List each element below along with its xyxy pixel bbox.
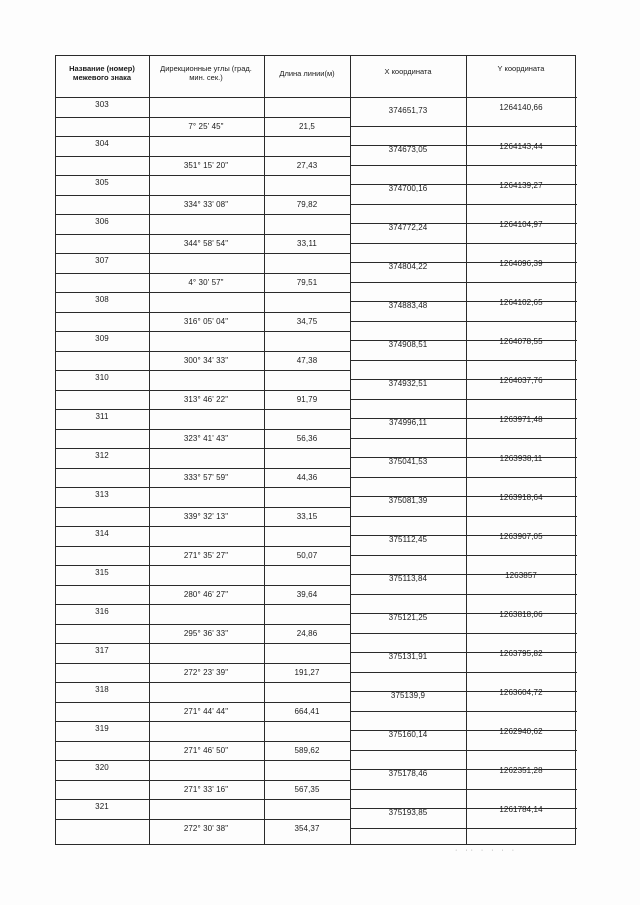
column-divider [466, 56, 467, 844]
segment-direction-angle: 280° 46' 27" [183, 589, 229, 599]
row-divider [56, 565, 350, 566]
row-divider [350, 594, 577, 595]
row-divider [56, 721, 350, 722]
segment-direction-angle: 7° 25' 45" [188, 121, 224, 131]
row-divider [56, 351, 350, 352]
segment-length: 27,43 [296, 160, 318, 170]
row-divider [350, 438, 577, 439]
point-name: 313 [95, 490, 109, 499]
point-y-coordinate: 1264143,44 [499, 142, 543, 151]
segment-direction-angle: 333° 57' 59" [183, 472, 229, 482]
point-x-coordinate: 375112,45 [388, 535, 428, 544]
point-x-coordinate: 374651,73 [388, 106, 428, 115]
row-divider [56, 273, 350, 274]
row-divider [56, 819, 350, 820]
row-divider [56, 663, 350, 664]
point-y-coordinate: 1262940,62 [499, 727, 543, 736]
row-divider [350, 301, 577, 302]
point-x-coordinate: 374804,22 [388, 262, 428, 271]
segment-direction-angle: 271° 33' 16" [183, 784, 229, 794]
segment-direction-angle: 323° 41' 43" [183, 433, 229, 443]
row-divider [56, 604, 350, 605]
row-divider [350, 477, 577, 478]
row-divider [56, 370, 350, 371]
segment-direction-angle: 271° 46' 50" [183, 745, 229, 755]
point-y-coordinate: 1264139,27 [499, 181, 543, 190]
point-x-coordinate: 374883,48 [388, 301, 428, 310]
segment-direction-angle: 272° 23' 39" [183, 667, 229, 677]
point-y-coordinate: 1263971,48 [499, 415, 543, 424]
point-x-coordinate: 375113,84 [388, 574, 428, 583]
column-divider [350, 56, 351, 844]
row-divider [56, 487, 350, 488]
row-divider [350, 652, 577, 653]
row-divider [350, 516, 577, 517]
point-name: 316 [95, 607, 109, 616]
row-divider [350, 535, 577, 536]
point-y-coordinate: 1264096,39 [499, 259, 543, 268]
point-name: 318 [95, 685, 109, 694]
row-divider [350, 126, 577, 127]
segment-length: 79,51 [296, 277, 318, 287]
point-x-coordinate: 375121,25 [388, 613, 428, 622]
point-x-coordinate: 375160,14 [388, 730, 428, 739]
point-name: 320 [95, 763, 109, 772]
row-divider [350, 399, 577, 400]
row-divider [350, 496, 577, 497]
point-y-coordinate: 1263857 [505, 571, 537, 580]
header-length [279, 69, 334, 78]
row-divider [350, 691, 577, 692]
segment-length: 79,82 [296, 199, 318, 209]
point-x-coordinate: 374932,51 [388, 379, 428, 388]
row-divider [56, 507, 350, 508]
point-name: 310 [95, 373, 109, 382]
segment-length: 44,36 [296, 472, 318, 482]
point-name: 314 [95, 529, 109, 538]
header-name [62, 64, 142, 82]
point-name: 308 [95, 295, 109, 304]
point-name: 317 [95, 646, 109, 655]
row-divider [56, 624, 350, 625]
boundary-coordinates-table [55, 55, 576, 845]
segment-length: 354,37 [294, 823, 320, 833]
point-y-coordinate: 1264078,55 [499, 337, 543, 346]
segment-direction-angle: 272° 30' 38" [183, 823, 229, 833]
row-divider [56, 253, 350, 254]
row-divider [350, 730, 577, 731]
point-y-coordinate: 1263938,11 [499, 454, 543, 463]
row-divider [350, 574, 577, 575]
row-divider [350, 808, 577, 809]
row-divider [350, 672, 577, 673]
point-y-coordinate: 1264102,65 [499, 298, 543, 307]
row-divider [350, 633, 577, 634]
row-divider [350, 340, 577, 341]
point-name: 307 [95, 256, 109, 265]
row-divider [56, 585, 350, 586]
segment-direction-angle: 344° 58' 54" [183, 238, 229, 248]
segment-length: 24,86 [296, 628, 318, 638]
row-divider [350, 379, 577, 380]
row-divider [350, 184, 577, 185]
segment-length: 191,27 [294, 667, 320, 677]
point-name: 312 [95, 451, 109, 460]
point-name: 306 [95, 217, 109, 226]
row-divider [56, 195, 350, 196]
point-y-coordinate: 1262351,28 [499, 766, 543, 775]
point-x-coordinate: 374996,11 [388, 418, 428, 427]
point-x-coordinate: 374908,51 [388, 340, 428, 349]
row-divider [56, 429, 350, 430]
row-divider [56, 117, 350, 118]
row-divider [56, 214, 350, 215]
point-y-coordinate: 1263818,06 [499, 610, 543, 619]
header-x [384, 67, 431, 76]
segment-direction-angle: 339° 32' 13" [183, 511, 229, 521]
row-divider [56, 468, 350, 469]
point-y-coordinate: 1263907,05 [499, 532, 543, 541]
row-divider [350, 360, 577, 361]
row-divider [350, 555, 577, 556]
segment-direction-angle: 295° 36' 33" [183, 628, 229, 638]
segment-length: 33,11 [297, 238, 317, 248]
point-x-coordinate: 375139,9 [390, 691, 426, 700]
row-divider [350, 204, 577, 205]
row-divider [350, 321, 577, 322]
row-divider [56, 409, 350, 410]
header-angle-text: Дирекционные углы (град. мин. сек.) [160, 64, 252, 82]
point-y-coordinate: 1264037,76 [499, 376, 543, 385]
row-divider [350, 828, 577, 829]
row-divider [350, 243, 577, 244]
row-divider [56, 760, 350, 761]
row-divider [56, 292, 350, 293]
row-divider [56, 643, 350, 644]
row-divider [56, 780, 350, 781]
point-x-coordinate: 375193,85 [388, 808, 428, 817]
point-y-coordinate: 1263795,82 [499, 649, 543, 658]
segment-direction-angle: 316° 05' 04" [183, 316, 229, 326]
point-name: 321 [95, 802, 109, 811]
segment-length: 21,5 [299, 121, 315, 131]
row-divider [56, 156, 350, 157]
segment-length: 56,36 [296, 433, 318, 443]
segment-length: 567,35 [294, 784, 320, 794]
point-x-coordinate: 375081,39 [388, 496, 428, 505]
segment-direction-angle: 271° 44' 44" [183, 706, 229, 716]
point-name: 309 [95, 334, 109, 343]
segment-direction-angle: 271° 35' 27" [183, 550, 229, 560]
row-divider [350, 145, 577, 146]
segment-direction-angle: 313° 46' 22" [183, 394, 229, 404]
segment-length: 47,38 [296, 355, 318, 365]
row-divider [56, 702, 350, 703]
segment-direction-angle: 334° 33' 08" [183, 199, 229, 209]
point-name: 305 [95, 178, 109, 187]
row-divider [56, 741, 350, 742]
row-divider [350, 769, 577, 770]
header-x-text: X координата [384, 67, 432, 76]
header-y [498, 64, 545, 73]
segment-length: 50,07 [296, 550, 318, 560]
segment-length: 34,75 [296, 316, 318, 326]
row-divider [56, 97, 577, 98]
point-x-coordinate: 375041,53 [388, 457, 428, 466]
row-divider [350, 262, 577, 263]
margin-scribble: · ·· · · · · [455, 847, 518, 854]
row-divider [56, 546, 350, 547]
segment-direction-angle: 4° 30' 57" [188, 277, 224, 287]
point-y-coordinate: 1263918,64 [499, 493, 543, 502]
row-divider [350, 789, 577, 790]
point-name: 303 [95, 100, 109, 109]
row-divider [350, 711, 577, 712]
point-y-coordinate: 1263604,72 [499, 688, 543, 697]
header-name-text: Название (номер) межевого знака [69, 64, 135, 82]
row-divider [56, 526, 350, 527]
row-divider [350, 165, 577, 166]
row-divider [350, 613, 577, 614]
row-divider [350, 418, 577, 419]
segment-length: 33,15 [296, 511, 318, 521]
point-x-coordinate: 374700,16 [388, 184, 428, 193]
segment-direction-angle: 351° 15' 20" [183, 160, 229, 170]
segment-length: 664,41 [294, 706, 320, 716]
row-divider [56, 136, 350, 137]
segment-length: 39,64 [296, 589, 318, 599]
row-divider [350, 223, 577, 224]
row-divider [56, 390, 350, 391]
point-name: 311 [95, 412, 109, 421]
row-divider [350, 282, 577, 283]
row-divider [56, 682, 350, 683]
point-name: 304 [95, 139, 109, 148]
point-x-coordinate: 375131,91 [388, 652, 428, 661]
segment-length: 91,79 [296, 394, 318, 404]
point-x-coordinate: 374772,24 [388, 223, 428, 232]
row-divider [350, 457, 577, 458]
header-length-text: Длина линии(м) [279, 69, 335, 78]
point-x-coordinate: 374673,05 [388, 145, 428, 154]
row-divider [56, 799, 350, 800]
point-y-coordinate: 1261784,14 [499, 805, 543, 814]
point-y-coordinate: 1264104,97 [499, 220, 543, 229]
row-divider [56, 234, 350, 235]
row-divider [56, 175, 350, 176]
point-name: 319 [95, 724, 109, 733]
row-divider [350, 750, 577, 751]
segment-length: 589,62 [294, 745, 320, 755]
point-name: 315 [95, 568, 109, 577]
row-divider [56, 331, 350, 332]
row-divider [56, 448, 350, 449]
point-y-coordinate: 1264140,66 [499, 103, 543, 112]
header-y-text: Y координата [497, 64, 545, 73]
header-angle [156, 64, 256, 82]
segment-direction-angle: 300° 34' 33" [183, 355, 229, 365]
row-divider [56, 312, 350, 313]
point-x-coordinate: 375178,46 [388, 769, 428, 778]
